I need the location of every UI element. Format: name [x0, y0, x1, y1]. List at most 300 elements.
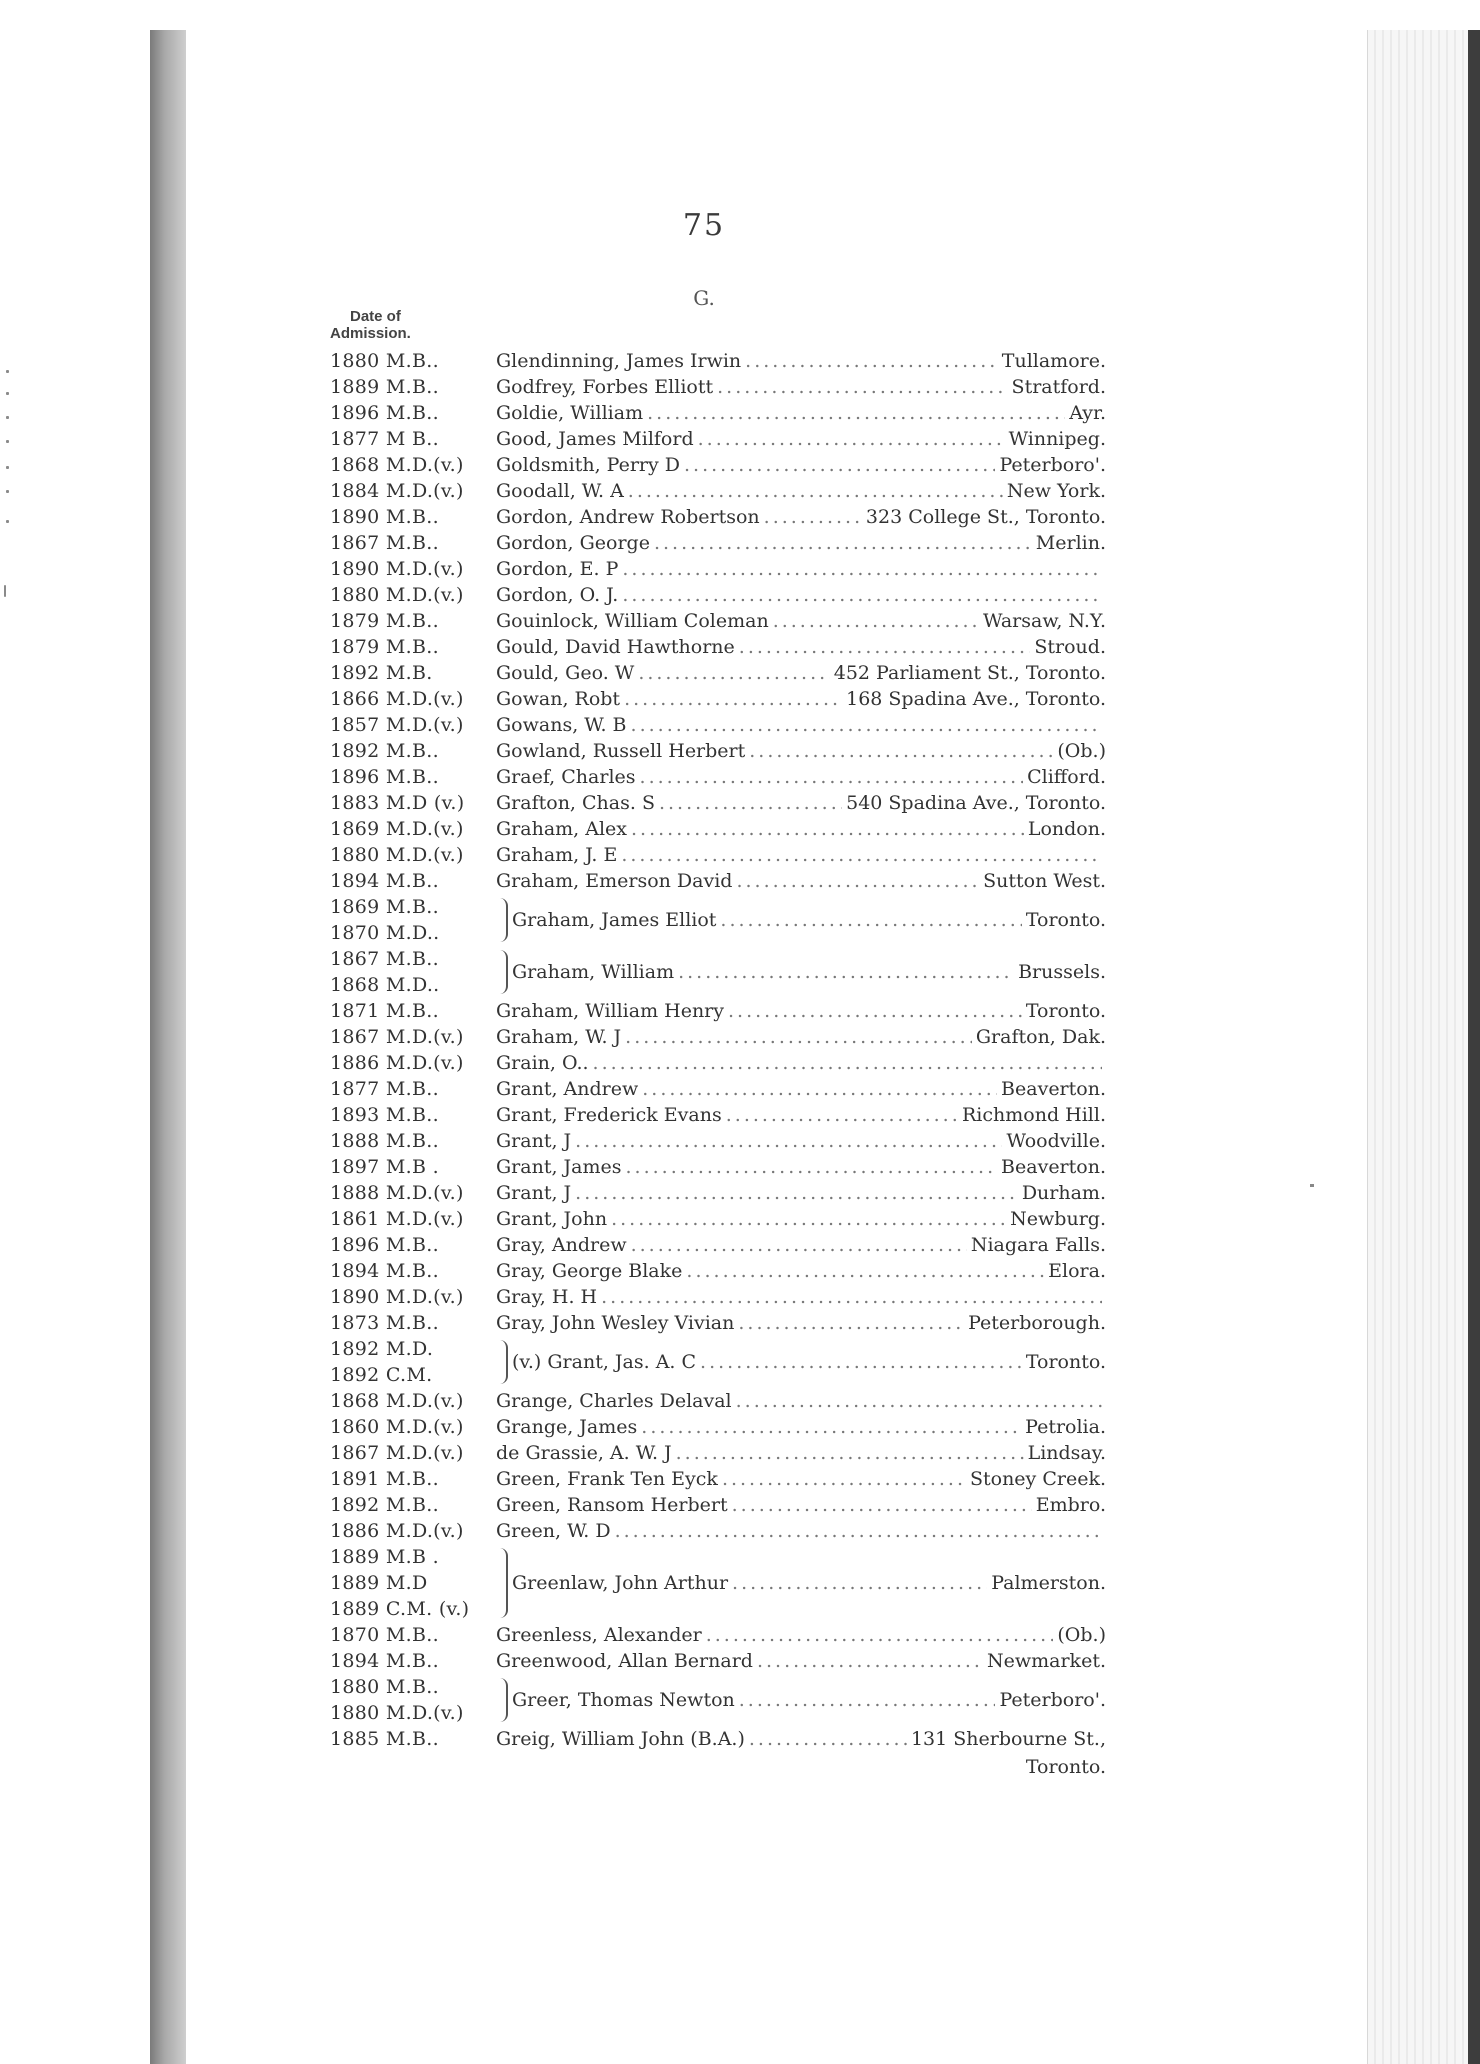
register-entry [330, 1180, 1106, 1206]
physician-name: Grant, Frederick Evans [496, 1104, 722, 1126]
register-list [330, 348, 1106, 1782]
admission-date: 1890 M.D.(v.) [330, 558, 464, 580]
register-entry [330, 1206, 1106, 1232]
admission-date: 1880 M.D.(v.) [330, 844, 464, 866]
leader-dots [622, 558, 1102, 580]
entry-main [496, 584, 1106, 606]
register-entry [330, 790, 1106, 816]
residence: 131 Sherbourne St., [910, 1728, 1106, 1750]
register-entry [330, 478, 1106, 504]
residence: 323 College St., Toronto. [865, 506, 1106, 528]
leader-dots [739, 636, 1031, 658]
physician-name: Graef, Charles [496, 766, 636, 788]
leader-dots [684, 454, 995, 476]
entry-main [496, 1026, 1106, 1048]
admission-date: 1861 M.D.(v.) [330, 1208, 464, 1230]
page-stack-shadow [1468, 30, 1480, 2064]
leader-dots [700, 1351, 1022, 1373]
admission-dates [330, 1206, 496, 1232]
register-entry [330, 842, 1106, 868]
residence: Beaverton. [1001, 1078, 1106, 1100]
leader-dots [641, 1416, 1021, 1438]
residence: Sutton West. [983, 870, 1106, 892]
grouping-brace [496, 1340, 508, 1384]
admission-dates [330, 790, 496, 816]
page-stack-edge [1367, 30, 1468, 2064]
residence: Richmond Hill. [962, 1104, 1106, 1126]
residence: New York. [1006, 480, 1106, 502]
entry-main [496, 480, 1106, 502]
admission-dates [330, 1128, 496, 1154]
admission-dates [330, 348, 496, 374]
column-header [330, 308, 411, 342]
register-entry [330, 738, 1106, 764]
admission-date: 1867 M.B.. [330, 532, 439, 554]
residence: Merlin. [1035, 532, 1106, 554]
register-entry [330, 1076, 1106, 1102]
admission-dates [330, 660, 496, 686]
admission-dates [330, 738, 496, 764]
admission-date: 1892 M.B.. [330, 1494, 439, 1516]
physician-name: Gowan, Robt [496, 688, 621, 710]
residence: Durham. [1021, 1182, 1106, 1204]
leader-dots [601, 1286, 1102, 1308]
residence: Elora. [1048, 1260, 1106, 1282]
leader-dots [764, 506, 862, 528]
residence: Lindsay. [1027, 1442, 1106, 1464]
register-entry [330, 1388, 1106, 1414]
register-entry [330, 1622, 1106, 1648]
admission-dates [330, 1466, 496, 1492]
leader-dots [698, 428, 1005, 450]
admission-date: 1897 M.B . [330, 1156, 439, 1178]
entry-main [496, 636, 1106, 658]
register-entry [330, 712, 1106, 738]
register-entry [330, 1154, 1106, 1180]
physician-name: Gould, David Hawthorne [496, 636, 735, 658]
entry-main [496, 714, 1106, 736]
grouping-brace [496, 898, 508, 942]
residence: Winnipeg. [1008, 428, 1106, 450]
residence: London. [1027, 818, 1106, 840]
admission-date: 1880 M.D.(v.) [330, 1702, 464, 1724]
entry-main [496, 532, 1106, 554]
entry-main [496, 1260, 1106, 1282]
physician-name: (v.) Grant, Jas. A. C [512, 1351, 697, 1373]
register-entry [330, 504, 1106, 530]
admission-dates [330, 634, 496, 660]
physician-name: Graham, Alex [496, 818, 628, 840]
entry-main [512, 909, 1106, 931]
admission-date: 1890 M.B.. [330, 506, 439, 528]
entry-main [496, 402, 1106, 424]
entry-main [496, 818, 1106, 840]
entry-main [496, 688, 1106, 710]
physician-name: Grange, James [496, 1416, 638, 1438]
physician-name: Graham, William Henry [496, 1000, 724, 1022]
register-entry [330, 946, 1106, 998]
entry-main [512, 1572, 1106, 1594]
admission-dates [330, 946, 496, 998]
physician-name: Glendinning, James Irwin [496, 350, 742, 372]
grouping-brace [496, 950, 508, 994]
residence: Stroud. [1034, 636, 1106, 658]
physician-name: Gray, Andrew [496, 1234, 627, 1256]
residence: Embro. [1035, 1494, 1106, 1516]
admission-date: 1868 M.D.(v.) [330, 454, 464, 476]
admission-date: 1892 M.D. [330, 1338, 434, 1360]
admission-dates [330, 1232, 496, 1258]
admission-dates [330, 1102, 496, 1128]
register-entry [330, 1024, 1106, 1050]
column-header-line: Date of [350, 308, 401, 325]
leader-dots [626, 1156, 998, 1178]
register-entry [330, 348, 1106, 374]
admission-date: 1868 M.D.. [330, 974, 440, 996]
edge-mark [6, 440, 9, 443]
register-entry [330, 1310, 1106, 1336]
admission-date: 1889 C.M. (v.) [330, 1598, 470, 1620]
register-entry [330, 1284, 1106, 1310]
edge-mark [6, 490, 9, 493]
entry-main [496, 870, 1106, 892]
entry-main [496, 792, 1106, 814]
leader-dots [757, 1650, 983, 1672]
physician-name: Gray, H. H [496, 1286, 598, 1308]
leader-dots [654, 532, 1032, 554]
residence: Toronto. [1025, 1000, 1106, 1022]
entry-main [496, 1130, 1106, 1152]
admission-date: 1873 M.B.. [330, 1312, 439, 1334]
physician-name: Grain, O.. [496, 1052, 589, 1074]
entry-main [496, 610, 1106, 632]
residence: Newmarket. [987, 1650, 1106, 1672]
leader-dots [622, 584, 1102, 606]
residence: Woodville. [1006, 1130, 1106, 1152]
admission-dates [330, 1518, 496, 1544]
entry-main [496, 1312, 1106, 1334]
physician-name: Greenwood, Allan Bernard [496, 1650, 753, 1672]
admission-dates [330, 1050, 496, 1076]
leader-dots [647, 402, 1065, 424]
entry-main [496, 766, 1106, 788]
register-entry [330, 1414, 1106, 1440]
admission-dates [330, 764, 496, 790]
residence: Clifford. [1027, 766, 1106, 788]
entry-main [496, 1286, 1106, 1308]
residence: (Ob.) [1057, 740, 1106, 762]
register-entry [330, 1726, 1106, 1782]
admission-dates [330, 1310, 496, 1336]
entry-main [496, 376, 1106, 398]
admission-date: 1869 M.D.(v.) [330, 818, 464, 840]
admission-date: 1867 M.B.. [330, 948, 439, 970]
physician-name: Gordon, E. P [496, 558, 619, 580]
edge-mark [4, 585, 6, 597]
admission-date: 1880 M.B.. [330, 1676, 439, 1698]
leader-dots [611, 1208, 1006, 1230]
physician-name: Good, James Milford [496, 428, 694, 450]
register-entry [330, 452, 1106, 478]
leader-dots [686, 1260, 1044, 1282]
admission-dates [330, 1648, 496, 1674]
entry-main [512, 1689, 1106, 1711]
residence: Stratford. [1011, 376, 1106, 398]
entry-main [496, 1416, 1106, 1438]
entry-main [496, 1234, 1106, 1256]
admission-dates [330, 1154, 496, 1180]
residence: Peterboro'. [999, 454, 1106, 476]
stray-mark [1310, 1184, 1314, 1187]
leader-dots [732, 1572, 987, 1594]
register-entry [330, 426, 1106, 452]
leader-dots [728, 1000, 1022, 1022]
leader-dots [678, 961, 1014, 983]
admission-dates [330, 1544, 496, 1622]
physician-name: Grange, Charles Delaval [496, 1390, 732, 1412]
residence: Beaverton. [1001, 1156, 1106, 1178]
admission-date: 1892 M.B. [330, 662, 433, 684]
entry-main [496, 1208, 1106, 1230]
physician-name: Grafton, Chas. S [496, 792, 655, 814]
entry-main [496, 350, 1106, 372]
admission-dates [330, 530, 496, 556]
residence: Ayr. [1069, 402, 1106, 424]
physician-name: Greer, Thomas Newton [512, 1689, 735, 1711]
entry-main [512, 961, 1106, 983]
register-entry [330, 868, 1106, 894]
admission-date: 1880 M.D.(v.) [330, 584, 464, 606]
admission-dates [330, 1622, 496, 1648]
register-entry [330, 816, 1106, 842]
entry-main [496, 1182, 1106, 1204]
admission-date: 1870 M.D.. [330, 922, 440, 944]
leader-dots [640, 766, 1024, 788]
admission-date: 1867 M.D.(v.) [330, 1442, 464, 1464]
residence: Grafton, Dak. [975, 1026, 1106, 1048]
physician-name: Gordon, Andrew Robertson [496, 506, 760, 528]
admission-date: 1896 M.B.. [330, 766, 439, 788]
physician-name: Grant, J [496, 1130, 572, 1152]
admission-dates [330, 868, 496, 894]
register-entry [330, 1128, 1106, 1154]
leader-dots [676, 1442, 1024, 1464]
physician-name: Gowans, W. B [496, 714, 627, 736]
physician-name: Gowland, Russell Herbert [496, 740, 746, 762]
residence: 452 Parliament St., Toronto. [833, 662, 1106, 684]
admission-date: 1892 C.M. [330, 1364, 433, 1386]
admission-date: 1886 M.D.(v.) [330, 1520, 464, 1542]
physician-name: Green, Ransom Herbert [496, 1494, 728, 1516]
admission-date: 1894 M.B.. [330, 1650, 439, 1672]
physician-name: Gray, George Blake [496, 1260, 683, 1282]
leader-dots [732, 1494, 1032, 1516]
register-entry [330, 894, 1106, 946]
leader-dots [738, 1312, 964, 1334]
residence: Niagara Falls. [970, 1234, 1106, 1256]
physician-name: Graham, W. J [496, 1026, 622, 1048]
entry-main [496, 1468, 1106, 1490]
entry-main [496, 558, 1106, 580]
column-header-line: Admission. [330, 325, 411, 342]
admission-date: 1860 M.D.(v.) [330, 1416, 464, 1438]
leader-dots [736, 870, 979, 892]
physician-name: Graham, William [512, 961, 675, 983]
entry-main [496, 1494, 1106, 1516]
admission-dates [330, 1414, 496, 1440]
register-entry [330, 400, 1106, 426]
admission-date: 1857 M.D.(v.) [330, 714, 464, 736]
admission-date: 1879 M.B.. [330, 636, 439, 658]
physician-name: Gouinlock, William Coleman [496, 610, 769, 632]
admission-date: 1889 M.B . [330, 1546, 439, 1568]
admission-dates [330, 582, 496, 608]
register-entry [330, 660, 1106, 686]
admission-date: 1896 M.B.. [330, 1234, 439, 1256]
physician-name: Greenless, Alexander [496, 1624, 702, 1646]
admission-dates [330, 426, 496, 452]
admission-date: 1892 M.B.. [330, 740, 439, 762]
admission-dates [330, 1258, 496, 1284]
admission-date: 1883 M.D (v.) [330, 792, 465, 814]
admission-dates [330, 1674, 496, 1726]
edge-mark [6, 392, 9, 395]
leader-dots [642, 1078, 997, 1100]
residence: Petrolia. [1025, 1416, 1106, 1438]
admission-date: 1889 M.D [330, 1572, 428, 1594]
entry-main [496, 1650, 1106, 1672]
leader-dots [624, 688, 842, 710]
residence: 540 Spadina Ave., Toronto. [846, 792, 1106, 814]
physician-name: Gould, Geo. W [496, 662, 635, 684]
leader-dots [720, 909, 1021, 931]
register-entry [330, 1648, 1106, 1674]
leader-dots [575, 1182, 1018, 1204]
residence-continuation: Toronto. [1025, 1756, 1106, 1778]
admission-date: 1885 M.B.. [330, 1728, 439, 1750]
leader-dots [739, 1689, 996, 1711]
register-entry [330, 1466, 1106, 1492]
entry-main [496, 1624, 1106, 1646]
admission-date: 1889 M.B.. [330, 376, 439, 398]
physician-name: Gordon, O. J. [496, 584, 619, 606]
admission-date: 1894 M.B.. [330, 870, 439, 892]
admission-date: 1896 M.B.. [330, 402, 439, 424]
admission-date: 1894 M.B.. [330, 1260, 439, 1282]
edge-mark [6, 466, 9, 469]
admission-date: 1880 M.B.. [330, 350, 439, 372]
admission-dates [330, 816, 496, 842]
admission-dates [330, 1388, 496, 1414]
physician-name: Gray, John Wesley Vivian [496, 1312, 735, 1334]
admission-date: 1867 M.D.(v.) [330, 1026, 464, 1048]
entry-main [496, 1052, 1106, 1074]
residence: (Ob.) [1057, 1624, 1106, 1646]
register-entry [330, 1232, 1106, 1258]
leader-dots [717, 376, 1007, 398]
admission-date: 1879 M.B.. [330, 610, 439, 632]
residence: Peterboro'. [999, 1689, 1106, 1711]
admission-dates [330, 1726, 496, 1752]
admission-dates [330, 1180, 496, 1206]
leader-dots [659, 792, 842, 814]
leader-dots [631, 818, 1024, 840]
admission-date: 1866 M.D.(v.) [330, 688, 464, 710]
physician-name: Gordon, George [496, 532, 650, 554]
leader-dots [625, 1026, 972, 1048]
edge-mark [6, 520, 9, 523]
admission-date: 1893 M.B.. [330, 1104, 439, 1126]
physician-name: Goldsmith, Perry D [496, 454, 680, 476]
register-entry [330, 1440, 1106, 1466]
entry-main [496, 662, 1106, 684]
admission-dates [330, 998, 496, 1024]
residence: Palmerston. [991, 1572, 1106, 1594]
page-number: 75 [682, 208, 726, 243]
admission-dates [330, 1492, 496, 1518]
admission-date: 1888 M.B.. [330, 1130, 439, 1152]
residence: Toronto. [1025, 1351, 1106, 1373]
residence: Stoney Creek. [969, 1468, 1106, 1490]
admission-dates [330, 556, 496, 582]
residence: Tullamore. [1001, 350, 1106, 372]
register-entry [330, 530, 1106, 556]
register-entry [330, 1050, 1106, 1076]
physician-name: Grant, James [496, 1156, 622, 1178]
admission-dates [330, 1336, 496, 1388]
leader-dots [638, 662, 829, 684]
residence: Brussels. [1018, 961, 1106, 983]
admission-date: 1884 M.D.(v.) [330, 480, 464, 502]
register-entry [330, 634, 1106, 660]
admission-date: 1871 M.B.. [330, 1000, 439, 1022]
entry-main [496, 740, 1106, 762]
register-entry [330, 998, 1106, 1024]
physician-name: Goldie, William [496, 402, 644, 424]
entry-main [496, 1000, 1106, 1022]
leader-dots [736, 1390, 1102, 1412]
admission-dates [330, 686, 496, 712]
leader-dots [575, 1130, 1002, 1152]
edge-mark [6, 416, 9, 419]
register-entry [330, 1518, 1106, 1544]
entry-main [512, 1351, 1106, 1373]
admission-date: 1877 M B.. [330, 428, 439, 450]
leader-dots [722, 1468, 966, 1490]
residence: Warsaw, N.Y. [982, 610, 1106, 632]
grouping-brace [496, 1678, 508, 1722]
admission-dates [330, 504, 496, 530]
leader-dots [593, 1052, 1102, 1074]
entry-main [496, 1390, 1106, 1412]
leader-dots [773, 610, 979, 632]
leader-dots [621, 844, 1102, 866]
register-entry [330, 1492, 1106, 1518]
entry-main [496, 1078, 1106, 1100]
register-entry [330, 1674, 1106, 1726]
admission-dates [330, 894, 496, 946]
entry-main [496, 1520, 1106, 1542]
register-entry [330, 1336, 1106, 1388]
entry-main [496, 506, 1106, 528]
admission-date: 1891 M.B.. [330, 1468, 439, 1490]
section-letter: G. [693, 286, 715, 310]
entry-main [496, 428, 1106, 450]
register-entry [330, 608, 1106, 634]
admission-dates [330, 478, 496, 504]
admission-dates [330, 1076, 496, 1102]
admission-date: 1870 M.B.. [330, 1624, 439, 1646]
